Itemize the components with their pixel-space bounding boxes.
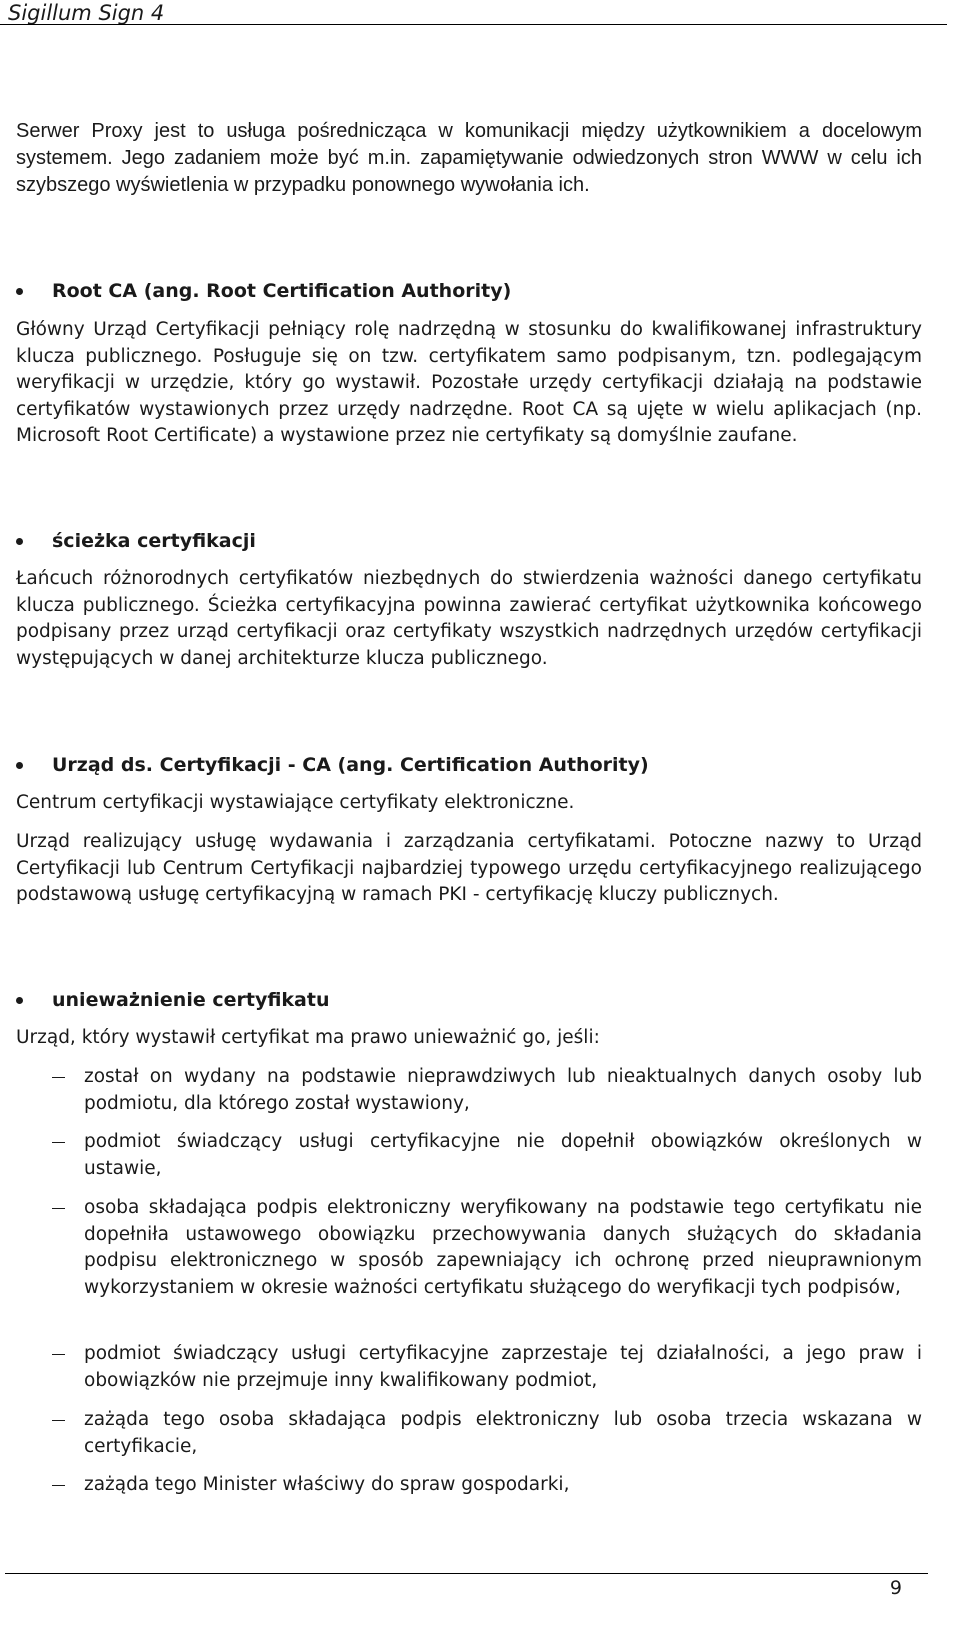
list-item [52,1129,922,1182]
section-body-certification-authority-1 [16,790,922,817]
dash-icon [52,1354,65,1355]
intro-paragraph: Serwer Proxy jest to usługa pośrednicząca w komunikacji między użytkownikiem a docelowym systemem. Jego zadaniem może być m.in. zapamiętywanie odwiedzonych stron WWW w celu ich szybszego wyświetlenia w przypadku ponownego wywołania ich. [16,120,922,196]
section-paragraph: Łańcuch różnorodnych certyfikatów niezbędnych do stwierdzenia ważności danego certyfikatu klucza publicznego. Ścieżka certyfikacyjna powinna zawierać certyfikat użytkownika końcowego podpisany przez urząd certyfikacji oraz certyfikaty wszystkich nadrzędnych urzędów certyfikacji występujących w danej architekturze klucza publicznego. [16,568,922,669]
list-item-text: podmiot świadczący usługi certyfikacyjne nie dopełnił obowiązków określonych w ustawie, [84,1131,922,1179]
footer-divider [5,1573,928,1574]
dash-icon [52,1077,65,1078]
section-body-certification-path [16,566,922,672]
list-item-text: podmiot świadczący usługi certyfikacyjne zaprzestaje tej działalności, a jego praw i obowiązków nie przejmuje inny kwalifikowany podmiot, [84,1343,922,1391]
section-heading-text: unieważnienie certyfikatu [52,989,330,1011]
page-number: 9 [889,1577,902,1599]
bullet-icon [16,538,23,545]
list-item-text: osoba składająca podpis elektroniczny weryfikowany na podstawie tego certyfikatu nie dopełniła ustawowego obowiązku przechowywania danych służących do składania podpisu elektronicznego w sposób zapewniający ich ochronę przed nieuprawnionym wykorzystaniem w okresie ważności certyfikatu służącego do weryfikacji tych podpisów, [84,1197,922,1298]
section-body-root-ca [16,317,922,450]
section-body-certification-authority-2 [16,829,922,909]
section-heading-text: Urząd ds. Certyfikacji - CA (ang. Certification Authority) [52,754,649,776]
list-item-text: zażąda tego osoba składająca podpis elektroniczny lub osoba trzecia wskazana w certyfikacie, [84,1409,922,1457]
document-header-title: Sigillum Sign 4 [8,1,165,25]
list-item [52,1407,922,1460]
dash-icon [52,1142,65,1143]
section-paragraph: Urząd realizujący usługę wydawania i zarządzania certyfikatami. Potoczne nazwy to Urząd Certyfikacji lub Centrum Certyfikacji najbardziej typowego urzędu certyfikacyjnego realizującego podstawową usługę certyfikacyjną w ramach PKI - certyfikację kluczy publicznych. [16,831,922,906]
list-item [52,1472,922,1499]
bullet-icon [16,997,23,1004]
section-heading-text: Root CA (ang. Root Certification Authority) [52,280,512,302]
list-item-text: został on wydany na podstawie nieprawdziwych lub nieaktualnych danych osoby lub podmiotu, dla którego został wystawiony, [84,1066,922,1114]
section-body-certificate-revocation [16,1025,922,1052]
list-item [52,1195,922,1301]
list-item [52,1064,922,1117]
section-heading-text: ścieżka certyfikacji [52,530,256,552]
section-paragraph: Główny Urząd Certyfikacji pełniący rolę nadrzędną w stosunku do kwalifikowanej infrastruktury klucza publicznego. Posługuje się on tzw. certyfikatem samo podpisanym, tzn. podlegającym weryfikacji w urzędzie, który go wystawił. Pozostałe urzędy certyfikacji działają na podstawie certyfikatów wystawionych przez urzędy nadrzędne. Root CA są ujęte w wielu aplikacjach (np. Microsoft Root Certificate) a wystawione przez nie certyfikaty są domyślnie zaufane. [16,319,922,447]
dash-icon [52,1208,65,1209]
list-item [52,1341,922,1394]
section-paragraph: Centrum certyfikacji wystawiające certyfikaty elektroniczne. [16,792,575,813]
bullet-icon [16,288,23,295]
dash-icon [52,1485,65,1486]
dash-icon [52,1420,65,1421]
list-item-text: zażąda tego Minister właściwy do spraw gospodarki, [84,1474,570,1495]
header-divider [0,24,947,25]
intro-paragraph-block [16,118,922,199]
bullet-icon [16,762,23,769]
section-paragraph: Urząd, który wystawił certyfikat ma prawo unieważnić go, jeśli: [16,1027,600,1048]
